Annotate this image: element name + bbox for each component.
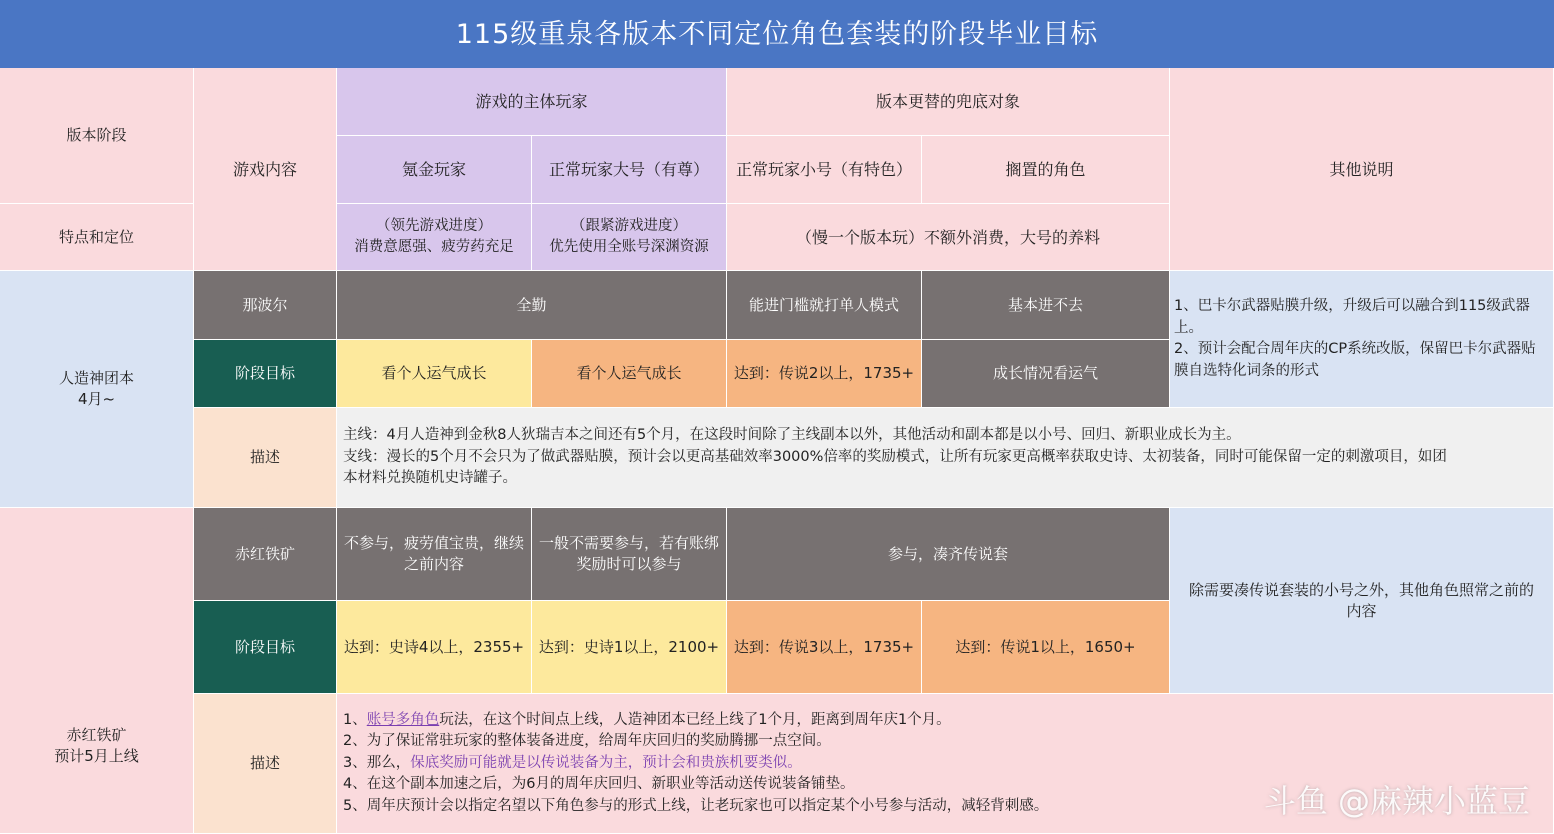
watermark: 斗鱼 @麻辣小蓝豆 [1263,782,1530,820]
section2-goal-shelved: 达到：传说1以上，1650+ [922,601,1170,694]
section2-notes: 除需要凑传说套装的小号之外，其他角色照常之前的内容 [1170,508,1554,694]
section2-goal-alt: 达到：传说3以上，1735+ [727,601,922,694]
section2-content-normal: 一般不需要参与，若有账绑奖励时可以参与 [532,508,727,601]
section1-goal-shelved: 成长情况看运气 [922,340,1170,408]
fallback-desc: （慢一个版本玩）不额外消费，大号的养料 [727,204,1170,271]
section1-desc-label: 描述 [194,408,337,508]
section1-content-shelved: 基本进不去 [922,271,1170,340]
normal-main-desc-line2: 优先使用全账号深渊资源 [549,239,709,255]
section1-stage [0,271,194,508]
section1-stage-line1: 人造神团本 [58,369,134,387]
shelved-header: 搁置的角色 [922,136,1170,204]
section2-stage-line1: 赤红铁矿 [66,725,127,744]
section1-notes-line1: 1、巴卡尔武器贴膜升级，升级后可以融合到115级武器上。 [1174,298,1530,336]
section2-desc-line2: 2、为了保证常驻玩家的整体装备进度，给周年庆回归的奖励腾挪一点空间。 [343,733,831,750]
traits-position-header: 特点和定位 [0,204,194,271]
krypton-desc-line2: 消费意愿强、疲劳药充足 [354,239,514,255]
section1-desc-line1: 主线：4月人造神到金秋8人狄瑞吉本之间还有5个月，在这段时间除了主线副本以外，其他活动和副本都是以小号、回归、新职业成长为主。 [343,427,1241,444]
krypton-desc [337,204,532,271]
section2-stage [0,508,194,834]
account-multi-role-link[interactable]: 账号多角色 [366,711,440,728]
section2-desc-3-prefix: 3、那么， [343,754,411,771]
section1-goal-alt: 达到：传说2以上，1735+ [727,340,922,408]
section2-goal-label: 阶段目标 [194,601,337,694]
section2-desc-1-rest: 玩法，在这个时间点上线，人造神团本已经上线了1个月，距离到周年庆1个月。 [439,711,951,728]
section2-goal-normal: 达到：史诗1以上，2100+ [532,601,727,694]
section1-desc-line2: 支线：漫长的5个月不会只为了做武器贴膜，预计会以更高基础效率3000%倍率的奖励模式，让所有玩家更高概率获取史诗、太初装备，同时可能保留一定的刺激项目，如团 [343,448,1447,465]
section2-desc-label: 描述 [194,694,337,834]
section1-stage-line2: 4月~ [77,390,116,408]
fallback-targets-header: 版本更替的兜底对象 [727,68,1170,136]
section1-desc [337,408,1554,508]
section2-desc-3-highlight: 保底奖励可能就是以传说装备为主，预计会和贵族机要类似。 [410,754,802,771]
main-players-header: 游戏的主体玩家 [337,68,727,136]
section2-content-alt: 参与，凑齐传说套 [727,508,1170,601]
section1-goal-label: 阶段目标 [194,340,337,408]
normal-main-desc [532,204,727,271]
section1-notes-line2: 2、预计会配合周年庆的CP系统改版，保留巴卡尔武器贴膜自选特化词条的形式 [1174,341,1536,379]
section2-content-krypton: 不参与，疲劳值宝贵，继续之前内容 [337,508,532,601]
section1-goal-normal: 看个人运气成长 [532,340,727,408]
normal-alt-header: 正常玩家小号（有特色） [727,136,922,204]
section1-content-alt: 能进门槛就打单人模式 [727,271,922,340]
section1-goal-krypton: 看个人运气成长 [337,340,532,408]
version-stage-header: 版本阶段 [0,68,194,204]
section2-content-label: 赤红铁矿 [194,508,337,601]
section2-desc-line5: 5、周年庆预计会以指定名望以下角色参与的形式上线，让老玩家也可以指定某个小号参与活动，减轻背刺感。 [343,797,1049,814]
game-content-header: 游戏内容 [194,68,337,271]
section1-notes [1170,271,1554,408]
section2-desc-line3 [343,753,802,775]
section1-desc-line3: 本材料兑换随机史诗罐子。 [343,470,517,487]
section2-stage-line2: 预计5月上线 [54,746,139,765]
section1-content-main: 全勤 [337,271,727,340]
section2-desc-1-prefix: 1、 [343,711,367,728]
other-notes-header: 其他说明 [1170,68,1554,271]
normal-main-header: 正常玩家大号（有尊） [532,136,727,204]
section1-content-label: 那波尔 [194,271,337,340]
normal-main-desc-line1: （跟紧游戏进度） [571,218,687,234]
section2-goal-krypton: 达到：史诗4以上，2355+ [337,601,532,694]
krypton-desc-line1: （领先游戏进度） [376,218,492,234]
krypton-player-header: 氪金玩家 [337,136,532,204]
section2-desc-line1 [343,710,951,732]
page-title: 115级重泉各版本不同定位角色套装的阶段毕业目标 [0,0,1554,68]
section2-desc-line4: 4、在这个副本加速之后，为6月的周年庆回归、新职业等活动送传说装备铺垫。 [343,776,855,793]
